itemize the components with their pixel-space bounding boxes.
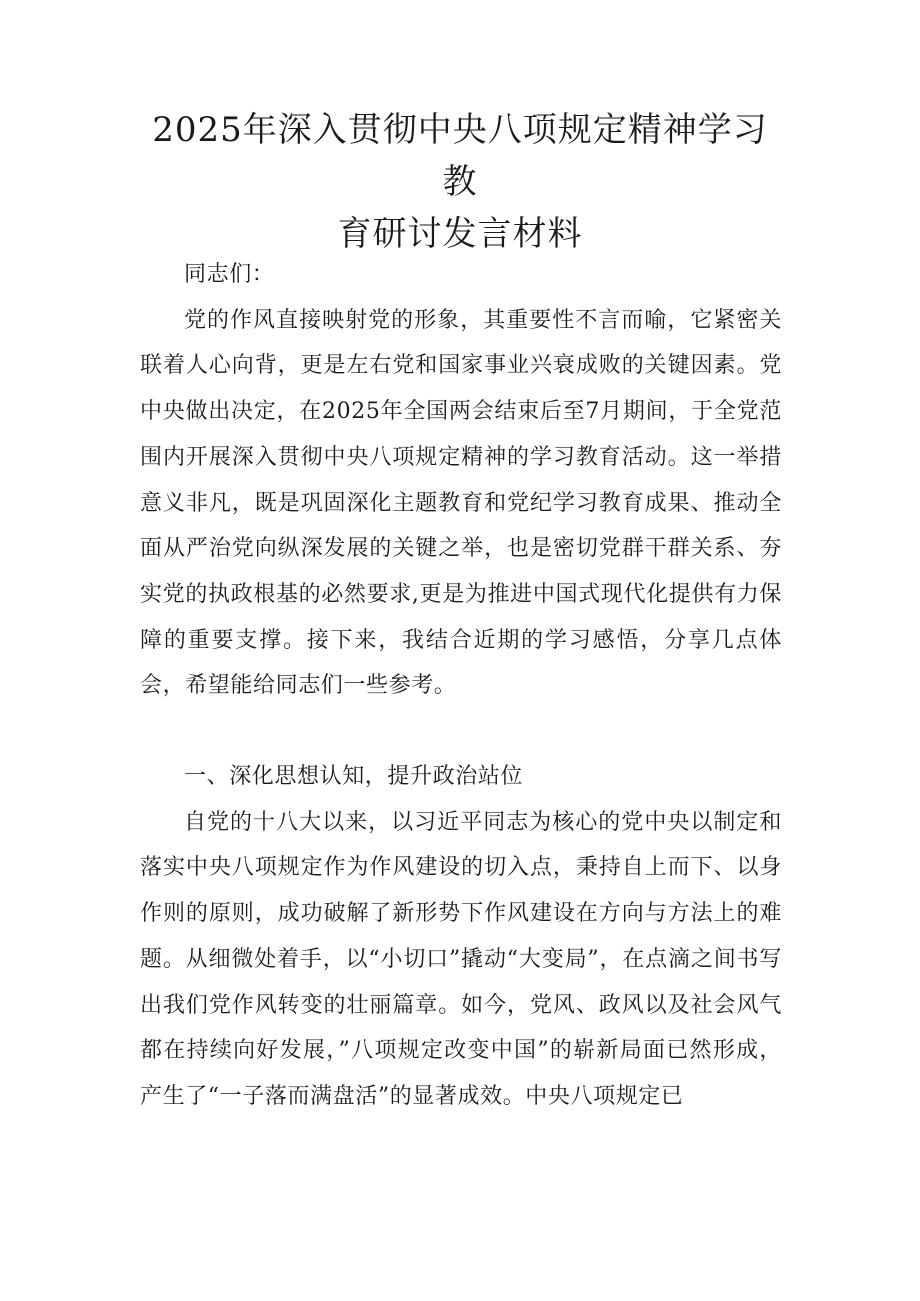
title-line-1: 2025年深入贯彻中央八项规定精神学习教 [152, 110, 768, 202]
title-line-2: 育研讨发言材料 [337, 214, 583, 254]
document-title [140, 104, 780, 260]
document-body [140, 252, 782, 1120]
salutation: 同志们： [184, 262, 275, 287]
intro-paragraph: 党的作风直接映射党的形象，其重要性不言而喻，它紧密关联着人心向背，更是左右党和国家事业兴衰成败的关键因素。党中央做出决定，在2025年全国两会结束后至7月期间，于全党范围内开展深入贯彻中央八项规定精神的学习教育活动。这一举措意义非凡，既是巩固深化主题教育和党纪学习教育成果、推动全面从严治党向纵深发展的关键之举，也是密切党群干群关系、夯实党的执政根基的必然要求,更是为推进中国式现代化提供有力保障的重要支撑。接下来，我结合近期的学习感悟，分享几点体会，希望能给同志们一些参考。 [140, 307, 782, 699]
section-1-paragraph: 自党的十八大以来，以习近平同志为核心的党中央以制定和落实中央八项规定作为作风建设的切入点，秉持自上而下、以身作则的原则，成功破解了新形势下作风建设在方向与方法上的难题。从细微处着手，以“小切口”撬动“大变局”，在点滴之间书写出我们党作风转变的壮丽篇章。如今，党风、政风以及社会风气都在持续向好发展，”八项规定改变中国”的崭新局面已然形成，产生了“一子落而满盘活”的显著成效。中央八项规定已 [140, 809, 782, 1109]
section-1-heading: 一、深化思想认知，提升政治站位 [184, 764, 524, 790]
